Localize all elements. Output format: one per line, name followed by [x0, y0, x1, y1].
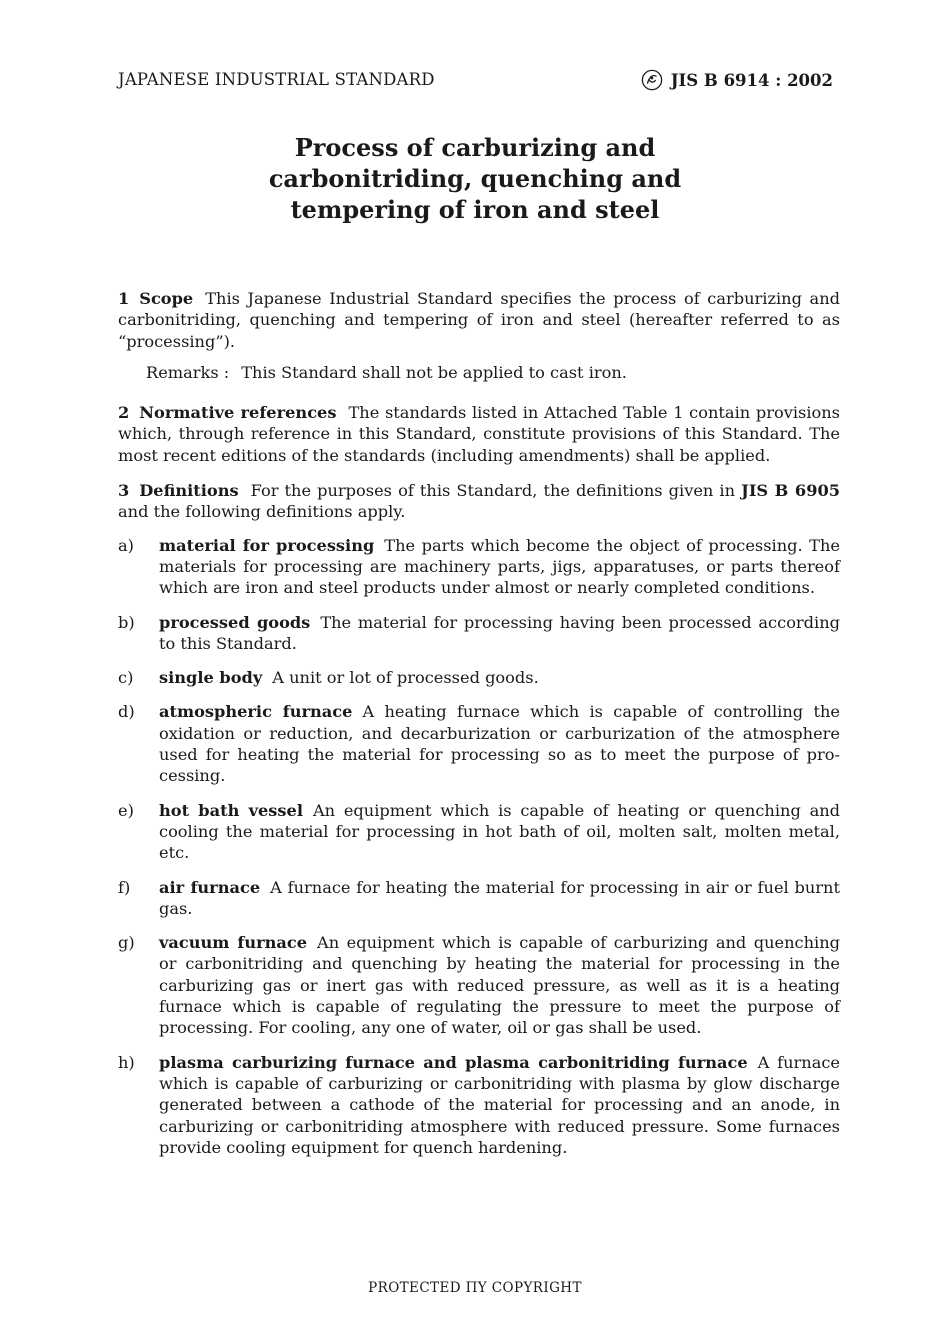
section-text: This Japanese Industrial Standard specifies the process of carburizing and carbonitriding, quenching and tempering of iron and steel (hereafter referred to as “processing”).: [118, 289, 840, 351]
definition-item: [118, 1052, 840, 1158]
section-text: and the following definitions apply.: [118, 502, 406, 522]
definition-term: plasma carburizing furnace and plasma carbonitriding furnace: [159, 1052, 748, 1072]
definition-item: [118, 535, 840, 599]
remarks-text: This Standard shall not be applied to cast iron.: [241, 362, 627, 382]
definition-item: [118, 701, 840, 786]
definition-term: vacuum furnace: [159, 933, 308, 953]
definition-marker: d): [118, 702, 135, 722]
standard-number: JIS B 6914 : 2002: [670, 70, 833, 90]
section-number: 2: [118, 403, 130, 423]
definition-marker: g): [118, 933, 135, 953]
remarks-label: Remarks :: [146, 362, 230, 382]
definition-text: A furnace which is capable of carburizing or carbonitriding with plasma by glow discharge generated between a cathode of the material for processing and an anode, in carburizing or carbonitriding atmosphere with reduced pressure. Some furnaces provide cooling equipment for quench hardening.: [159, 1052, 840, 1157]
definition-marker: e): [118, 800, 134, 820]
title-line: Process of carburizing and: [294, 133, 656, 162]
section-normative-references: [118, 402, 840, 466]
header-standard-id: [641, 69, 833, 91]
remarks-note: [146, 362, 840, 383]
reference-standard: JIS B 6905: [741, 481, 840, 501]
section-definitions: [118, 480, 840, 523]
definition-term: atmospheric furnace: [159, 702, 353, 722]
section-heading: Definitions: [139, 481, 239, 501]
section-heading: Normative references: [139, 403, 337, 423]
definition-body: [159, 612, 840, 655]
copyright-footer: PROTECTED ΠY COPYRIGHT: [368, 1280, 582, 1296]
title-line: tempering of iron and steel: [290, 195, 660, 224]
definition-body: [159, 701, 840, 786]
definition-marker: a): [118, 535, 134, 555]
definition-body: [159, 535, 840, 599]
section-text: The standards listed in Attached Table 1 contain provisions which, through reference in this Standard, constitute provisions of this Standard. The most recent editions of the standards (including amendments) shall be applied.: [118, 403, 840, 465]
section-number: 3: [118, 481, 130, 501]
definition-body: [159, 667, 840, 688]
definition-text: An equipment which is capable of carburizing and quenching or carbonitriding and quenching by heating the material for processing in the carburizing gas or inert gas with reduced pressure, as well as it is a heating furnace which is capable of regulating the pressure to meet the purpose of processing. For cooling, any one of water, oil or gas shall be used.: [159, 933, 840, 1038]
definition-term: processed goods: [159, 612, 311, 632]
definition-item: [118, 667, 840, 688]
definition-term: air furnace: [159, 877, 261, 897]
document-body: [118, 288, 840, 1171]
header-standard-type: JAPANESE INDUSTRIAL STANDARD: [118, 70, 435, 89]
definition-item: [118, 612, 840, 655]
definition-marker: b): [118, 612, 135, 632]
definition-text: The material for processing having been processed according to this Standard.: [159, 612, 840, 653]
definition-item: [118, 932, 840, 1038]
definition-text: An equipment which is capable of heating or quenching and cooling the material for processing in hot bath of oil, molten salt, molten metal, etc.: [159, 800, 841, 863]
definition-body: [159, 877, 840, 920]
definition-marker: h): [118, 1052, 135, 1072]
definition-text: A furnace for heating the material for processing in air or fuel burnt gas.: [159, 877, 840, 918]
section-heading: Scope: [139, 289, 194, 308]
definition-marker: f): [118, 877, 131, 897]
definitions-list: [118, 535, 840, 1158]
definition-text: The parts which become the object of processing. The materials for processing are machinery parts, jigs, apparatuses, or parts thereof which are iron and steel products under almost or nearly completed conditions.: [159, 535, 840, 598]
definition-item: [118, 800, 840, 864]
section-text: For the purposes of this Standard, the definitions given in: [250, 481, 736, 501]
section-number: 1: [118, 289, 130, 308]
definition-item: [118, 877, 840, 920]
definition-text: A unit or lot of processed goods.: [272, 668, 539, 688]
definition-body: [159, 1052, 840, 1158]
definition-body: [159, 932, 840, 1038]
section-scope: [118, 288, 840, 352]
definition-text: A heating furnace which is capable of controlling the oxidation or reduction, and decarburization or carburization of the atmosphere used for heating the material for processing so as to meet the purpose of processing.: [159, 702, 840, 786]
definition-term: single body: [159, 668, 263, 688]
document-title: [118, 132, 832, 225]
definition-marker: c): [118, 668, 134, 688]
definition-term: hot bath vessel: [159, 800, 303, 820]
definition-term: material for processing: [159, 535, 375, 555]
definition-body: [159, 800, 840, 864]
title-line: carbonitriding, quenching and: [268, 164, 682, 193]
jis-mark-icon: [641, 69, 663, 91]
